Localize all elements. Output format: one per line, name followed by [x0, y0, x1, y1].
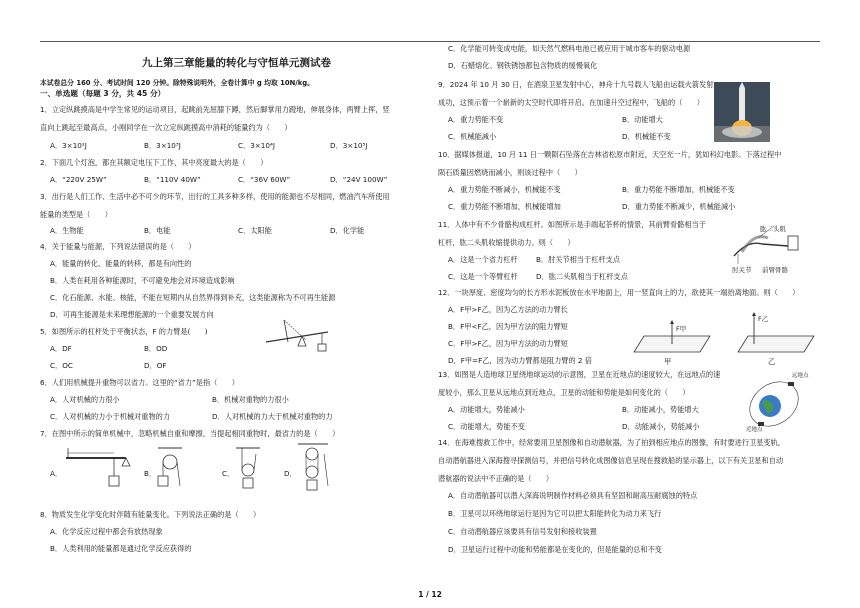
q11-option-c: C．这是一个等臂杠杆 — [448, 272, 518, 281]
q2-stem: 2．下面几个灯泡，都在其额定电压下工作，其中亮度最大的是（ ） — [40, 158, 268, 167]
q7-pulley-d-figure — [292, 442, 336, 498]
page-number: 1 / 12 — [418, 590, 442, 599]
q9-option-d: D．机械能不变 — [622, 132, 671, 141]
q7-label-b: B． — [144, 469, 157, 478]
q8-option-b: B．人类利用的能量都是通过化学反应获得的 — [50, 544, 192, 553]
q9-option-b: B．动能增大 — [622, 115, 663, 124]
arm-label-forearm: 前臂骨骼 — [762, 266, 788, 274]
q14-line1: 14．在海难搜救工作中，经常要用卫星图像和自动潜航器，为了拍到相应地点的图像，有时要进行卫星变轨， — [438, 438, 785, 447]
q2-option-c: C．“36V 60W” — [238, 175, 291, 184]
q1-option-c: C．3×10⁴J — [238, 141, 275, 150]
orbit-label-apogee: 远地点 — [792, 373, 809, 379]
q3-option-a: A．生物能 — [50, 226, 84, 235]
q2-option-b: B．“110V 40W” — [144, 175, 201, 184]
q4-option-a: A．能量的转化、能量的转移，都是有向性的 — [50, 259, 192, 268]
q5-stem: 5．如图所示的杠杆处于平衡状态，F 的力臂是( ) — [40, 327, 208, 336]
board-label-jia: 甲 — [664, 357, 672, 366]
q4-option-b: B．人类在耗用各种能源时，不可避免地会对环境造成影响 — [50, 276, 235, 285]
q3-line1: 3．出行是人们工作、生活中必不可少的环节，出行的工具多种多样，使用的能源也不尽相同，燃油汽车所使用 — [40, 192, 390, 201]
q14-option-b: B．卫星可以环绕地球运行是因为它可以把太阳能转化为动力来飞行 — [448, 509, 662, 518]
q11-option-b: B．肘关节相当于杠杆支点 — [536, 255, 620, 264]
arm-label-elbow: 肘关节 — [732, 266, 752, 274]
q13-option-a: A．动能增大，势能减小 — [448, 405, 525, 414]
q13-line2: 度较小，那么卫星从远地点到近地点，卫星的动能和势能是如何变化的（ ） — [438, 388, 690, 397]
q12-option-b: B．F甲<F乙，因为甲方法的阻力臂短 — [448, 322, 568, 331]
q7-label-d: D． — [284, 469, 297, 478]
force-label-jia: F甲 — [676, 325, 687, 333]
q12-option-c: C．F甲>F乙，因为甲方法的动力臂短 — [448, 339, 568, 348]
q1-line1: 1．立定纵跳摸高是中学生常见的运动项目，起跳前先屈膝下蹲，然后脚掌用力蹬地，伸展身体，两臂上挥，竖 — [40, 105, 390, 114]
q1-option-b: B．3×10³J — [144, 141, 181, 150]
q1-line2: 直向上跳起至最高点，小刚同学在一次立定纵跳摸高中消耗的能量约为（ ） — [40, 123, 292, 132]
q13-option-b: B．动能减小，势能增大 — [622, 405, 699, 414]
q9-option-c: C．机械能减小 — [448, 132, 497, 141]
q6-option-b: B．机械对重物的力很小 — [212, 395, 289, 404]
exam-meta: 本试卷总分 160 分、考试时间 120 分钟。除特殊说明外，全卷计算中 g 均取 10N/kg。 — [40, 79, 314, 87]
q3-option-b: B．电能 — [144, 226, 171, 235]
q6-option-d: D．人对机械的力大于机械对重物的力 — [212, 412, 333, 421]
q3-option-d: D．化学能 — [330, 226, 365, 235]
orbit-label-perigee: 近地点 — [746, 427, 763, 433]
q5-option-a: A．DF — [50, 344, 72, 353]
q10-line2: 陨石质量因燃烧而减小，则该过程中（ ） — [438, 168, 582, 177]
q8-option-c: C．化学能可转变成电能，如天然气燃料电池已被应用于城市客车的驱动电源 — [448, 44, 691, 53]
section-heading: 一、单选题（每题 3 分，共 45 分） — [40, 89, 166, 98]
q9-option-a: A．重力势能不变 — [448, 115, 504, 124]
q4-option-d: D．可再生能源是未来理想能源的一个重要发展方向 — [50, 310, 214, 319]
board-label-yi: 乙 — [768, 357, 776, 366]
q14-option-a: A．自动潜航器可以潜入深海说明制作材料必须具有坚固和耐高压耐腐蚀的特点 — [448, 491, 698, 500]
q10-option-a: A．重力势能不断减小，机械能不变 — [448, 185, 561, 194]
q1-option-a: A．3×10²J — [50, 141, 87, 150]
q13-option-c: C．动能增大，势能不变 — [448, 422, 525, 431]
q8-option-d: D．石蜡熔化、钢铁锈蚀都包含物质的缓慢氧化 — [448, 61, 598, 70]
q14-option-d: D．卫星运行过程中动能和势能都是在变化的，但是能量的总和不变 — [448, 545, 662, 554]
q7-label-c: C． — [222, 469, 235, 478]
q4-option-c: C．化石能源、水能、核能，不能在短期内从自然界得到补充，这类能源称为不可再生能源 — [50, 293, 336, 302]
lever-diagram — [262, 316, 334, 360]
q7-lever-figure — [64, 446, 136, 496]
q5-option-d: D．OF — [144, 361, 167, 370]
q12-option-a: A．F甲>F乙，因为乙方法的动力臂长 — [448, 305, 568, 314]
q11-option-a: A．这是一个省力杠杆 — [448, 255, 518, 264]
rocket-launch-photo — [714, 82, 770, 142]
force-label-yi: F乙 — [758, 315, 769, 323]
q10-line1: 10．据媒体报道，10 月 11 日一颗陨石坠落在吉林省松原市附近，天空光一片，犹如科幻电影。下落过程中 — [438, 150, 782, 159]
top-rule — [40, 41, 820, 42]
q14-option-c: C．自动潜航器应该要具有信号发射和接收装置 — [448, 527, 597, 536]
q12-stem: 12．一块厚度、密度均匀的长方形水泥板放在水平地面上，用一竖直向上的力，欲使其一端抬离地面。则（ ） — [438, 288, 800, 297]
q2-option-d: D．“24V 100W” — [330, 175, 388, 184]
q9-line1: 9．2024 年 10 月 30 日，在酒泉卫星发射中心，神舟十九号载人飞船由运载火箭发射 — [438, 80, 714, 89]
q3-line2: 能量的类型是（ ） — [40, 210, 112, 219]
q11-option-d: D．肱二头肌相当于杠杆支点 — [536, 272, 628, 281]
q13-line1: 13．如图是人造地球卫星绕地球运动的示意图，卫星在近地点的速度较大，在远地点的速 — [438, 370, 721, 379]
q4-stem: 4．关于能量与能源，下列说法错误的是（ ） — [40, 242, 196, 251]
q8-stem: 8．物质发生化学变化时伴随有能量变化。下列说法正确的是（ ） — [40, 510, 261, 519]
q10-option-d: D．重力势能不断减少，机械能减小 — [622, 202, 736, 211]
q10-option-c: C．重力势能不断增加，机械能增加 — [448, 202, 561, 211]
q14-line2: 自动潜航器进入深海搜寻探测信号，并把信号转化成图像信息呈现在搜救船的显示器上，以下有关卫星和自动 — [438, 456, 784, 465]
q14-line3: 潜航器的说法中不正确的是（ ） — [438, 474, 554, 483]
cement-board-figure — [628, 306, 818, 366]
q7-label-a: A． — [50, 469, 63, 478]
q13-option-d: D．动能减小，势能减小 — [622, 422, 700, 431]
q5-option-b: B．OD — [144, 344, 168, 353]
q10-option-b: B．重力势能不断增加，机械能不变 — [622, 185, 735, 194]
page-title: 九上第三章能量的转化与守恒单元测试卷 — [142, 57, 331, 69]
q7-pulley-c-figure — [230, 446, 270, 496]
q3-option-c: C．太阳能 — [238, 226, 272, 235]
q9-line2: 成功，这预示着一个崭新的太空时代即将开启。在加速升空过程中，飞船的（ ） — [438, 98, 704, 107]
q8-option-a: A．化学反应过程中都会有放热现象 — [50, 527, 163, 536]
q1-option-d: D．3×10⁵J — [330, 141, 368, 150]
q5-option-c: C．OC — [50, 361, 73, 370]
q2-option-a: A．“220V 25W” — [50, 175, 107, 184]
q7-pulley-b-figure — [152, 446, 192, 496]
arm-label-biceps: 肱二头肌 — [760, 225, 786, 233]
q6-stem: 6．人们用机械提升重物可以省力。这里的“省力”是指（ ） — [40, 378, 239, 387]
q11-line2: 杠杆，肱二头肌收缩提供动力。则（ ） — [438, 238, 575, 247]
q12-option-d: D．F甲=F乙，因为动力臂都是阻力臂的 2 倍 — [448, 356, 592, 365]
q6-option-c: C．人对机械的力小于机械对重物的力 — [50, 412, 171, 421]
q6-option-a: A．人对机械的力很小 — [50, 395, 120, 404]
q11-line1: 11．人体中有不少骨骼构成杠杆。如图所示是手端起茶杯的情景，其前臂骨骼相当于 — [438, 220, 706, 229]
q7-stem: 7．在图中所示的简单机械中，忽略机械自重和摩擦，当提起相同重物时，最省力的是（ ） — [40, 429, 340, 438]
